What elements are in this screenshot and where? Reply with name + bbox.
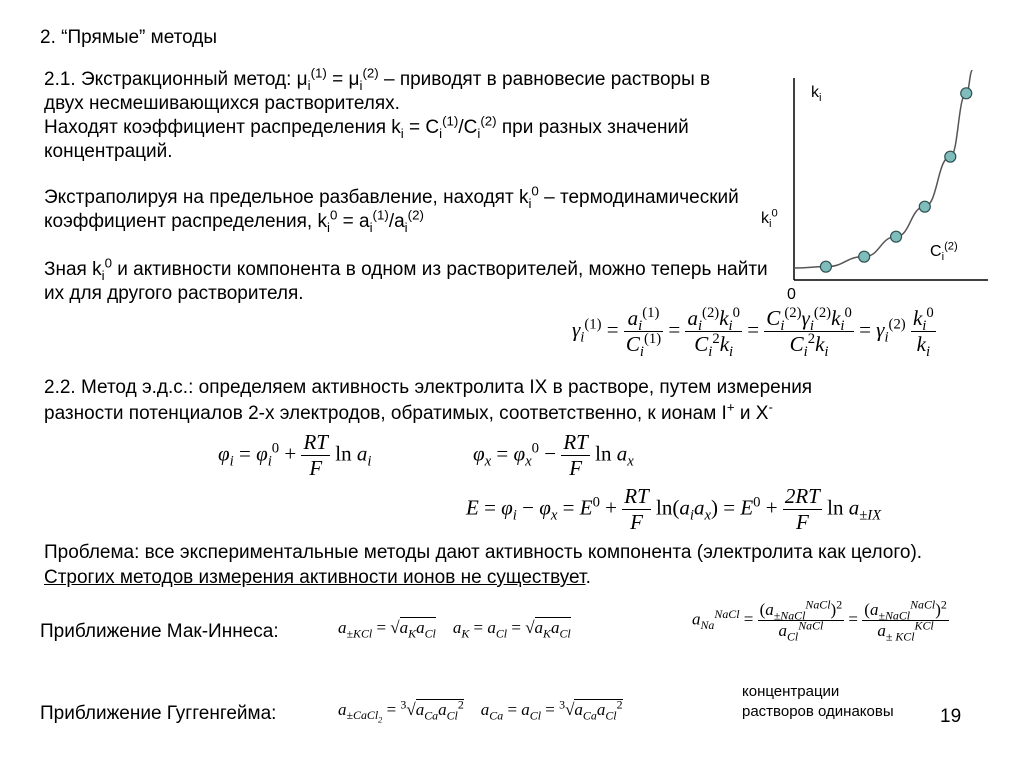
chart-data-point <box>820 261 831 272</box>
chart-y-axis-label: $k_i$ <box>811 84 822 105</box>
guggenheim-formula: $a_{\pm CaCl_2} = ^3√a_{Ca}a_{Cl}^2$ $a_{Ca} = a_{Cl} = ^3√a_{Ca}a_{Cl}^2$ <box>338 697 623 725</box>
macinnes-label: Приближение Мак-Иннеса: <box>40 621 279 642</box>
chart-data-point <box>945 151 956 162</box>
chart-data-point <box>859 251 870 262</box>
phi-x-formula: $\varphi_x = \varphi_x^0$ − $\frac{RT}{F}$ $\ln a_x$ <box>473 430 634 480</box>
phi-i-formula: $\varphi_i = \varphi_i^0$ + $\frac{RT}{F}$ $\ln a_i$ <box>218 430 372 480</box>
extraction-method-paragraph: 2.1. Экстракционный метод: $\mu_i^{(1)} = \mu_i^{(2)}$ – приводят в равновесие растворы в двух несмешивающихся растворителях. Находят коэффициент распределения $k_i = C_i^{(1)}/C_i^{(2)}$ при разных значений концентраций. <box>44 65 711 162</box>
chart-data-point <box>919 201 930 212</box>
chart-data-point <box>891 231 902 242</box>
distribution-coefficient-chart <box>752 70 992 310</box>
slide-heading: 2. “Прямые” методы <box>40 27 218 48</box>
activity-paragraph: Зная $k_i^0$ и активности компонента в одном из растворителей, можно теперь найти их для другого растворителя. <box>44 255 768 304</box>
chart-x-axis-label: $C_i^{(2)}$ <box>930 240 958 264</box>
macinnes-formula: $a_{\pm KCl} = √a_Ka_{Cl}$ $a_K = a_{Cl} = √a_Ka_{Cl}$ <box>338 618 571 641</box>
guggenheim-label: Приближение Гуггенгейма: <box>40 703 277 724</box>
emf-formula: $E = \varphi_i - \varphi_x = E^0$ + $\frac{RT}{F}$ $\ln(a_ia_x) = E^0$ + $\frac{2RT}{F}$ $\ln a_{\pm IX}$ <box>466 484 882 534</box>
emf-method-paragraph: 2.2. Метод э.д.с.: определяем активность электролита IX в растворе, путем измерения разности потенциалов 2-х электродов, обратимых, соответственно, к ионам I+ и X- <box>44 377 813 424</box>
activity-coefficient-formula: $\gamma_i^{(1)}$ = $\frac{a_i^{(1)}}{C_i^{(1)}}$ = $\frac{a_i^{(2)}k_i^0}{C_i^2k_i}$ = $\frac{C_i^{(2)}\gamma_i^{(2)}k_i^0}{C_i^2k_i}$ = $\gamma_i^{(2)}$ $\frac{k_i^0}{k_i}$ <box>572 305 934 361</box>
macinnes-sodium-formula: $a_{Na}^{NaCl}$ = $\frac{(a_{\pm NaCl}^{NaCl})^2}{a_{Cl}^{NaCl}}$ = $\frac{(a_{\pm NaCl}^{NaCl})^2}{a_{\pm KCl}^{KCl}}$ <box>692 597 947 644</box>
chart-data-point <box>961 88 972 99</box>
chart-intercept-label: $k_i^0$ <box>761 207 778 231</box>
problem-paragraph: Проблема: все экспериментальные методы дают активность компонента (электролита как целого). Строгих методов измерения активности ионов не существует. <box>44 542 923 588</box>
slide-number: 19 <box>940 706 962 727</box>
concentration-note: концентрации растворов одинаковы <box>742 683 894 720</box>
chart-origin-label: 0 <box>787 286 796 303</box>
underlined-statement: Строгих методов измерения активности ионов не существует <box>44 567 586 588</box>
extrapolation-paragraph: Экстраполируя на предельное разбавление, находят $k_i^0$ – термодинамический коэффициент распределения, $k_i^0 = a_i^{(1)}/a_i^{(2)}$ <box>44 183 739 235</box>
